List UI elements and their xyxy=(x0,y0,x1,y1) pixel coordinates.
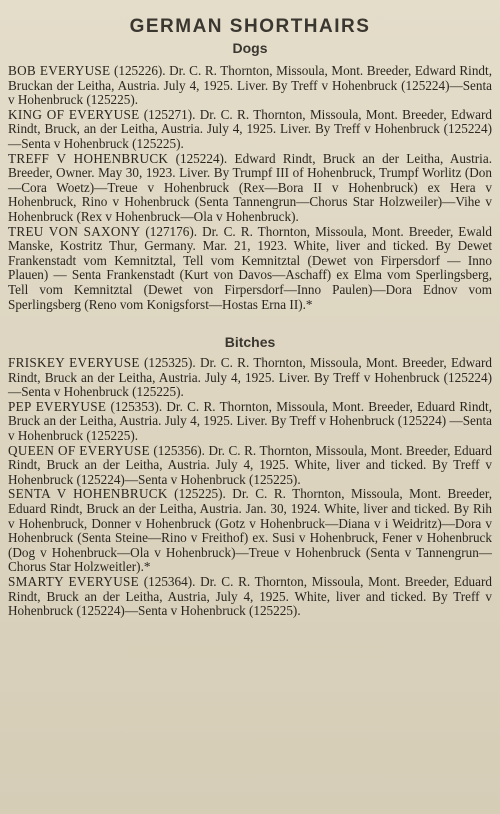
section-heading-bitches: Bitches xyxy=(224,334,276,351)
entry-text: (125224). Edward Rindt, Bruck an der Leitha, Austria. Breeder, Owner. May 30, 1923. Liver. By Trumpf III of Hohenbruck, Trumpf Worlitz (Don—Cora Woetz)—Treue v Hohenbruck (Rex—Bora II v Hohenbruck) ex Hera v Hohenbruck, Rino v Hohenbruck (Senta Tannengrun—Chorus Star Holzweiler)—Vihe v Hohenbruck (Rex v Hohenbruck—Ola v Hohenbruck). xyxy=(8,150,492,224)
section-bitches xyxy=(8,334,492,619)
entry-name: QUEEN OF EVERYUSE xyxy=(8,442,150,458)
page-title: GERMAN SHORTHAIRS xyxy=(129,16,371,37)
entry-text: (125356). Dr. C. R. Thornton, Missoula, Mont. Breeder, Eduard Rindt, Bruck an der Leitha, Austria. July 4, 1925. White, liver and ticked. By Treff v Hohenbruck (125224)—Senta v Hohenbruck (125225). xyxy=(8,442,493,487)
section-dogs xyxy=(8,40,492,312)
entry xyxy=(8,64,492,108)
entry xyxy=(8,152,492,225)
entry-text: (125225). Dr. C. R. Thornton, Missoula, Mont. Breeder, Eduard Rindt, Bruck an der Leitha, Austria. Jan. 30, 1924. White, liver and ticked. By Rih v Hohenbruck, Donner v Hohenbruck (Gotz v Hohenbruck—Diana v i Weidritz)—Dora v Hohenbruck (Senta Steine—Rino v Freithof) ex. Susi v Hohenbruck, Fener v Hohenbruck (Dog v Hohenbruck—Ola v Hohenbruck)—Treue v Hohenbruck (Senta v Tannengrun—Chorus Star Holzweitler).* xyxy=(8,486,492,575)
entry-name: FRISKEY EVERYUSE xyxy=(8,355,140,371)
entry-name: BOB EVERYUSE xyxy=(8,63,111,78)
entry-text: (125325). Dr. C. R. Thornton, Missoula, Mont. Breeder, Edward Rindt, Bruck an der Leitha, Austria. July 4, 1925. Liver. By Treff v Hohenbruck (125224)—Senta v Hohenbruck (125225). xyxy=(8,355,492,400)
section-heading-dogs: Dogs xyxy=(232,40,268,56)
entry-name: SENTA V HOHENBRUCK xyxy=(8,486,168,502)
entry-name: SMARTY EVERYUSE xyxy=(8,574,140,589)
entry-name: TREU VON SAXONY xyxy=(8,223,141,239)
entry-name: PEP EVERYUSE xyxy=(8,398,107,414)
entry xyxy=(8,575,492,619)
entry-text: (125364). Dr. C. R. Thornton, Missoula, Mont. Breeder, Eduard Rindt, Bruck an der Leitha, Austria, July 4, 1925. White, liver and ticked. By Treff v Hohenbruck (125224)—Senta v Hohenbruck (125225). xyxy=(8,574,492,619)
entry-text: (125271). Dr. C. R. Thornton, Missoula, Mont. Breeder, Edward Rindt, Bruck, an der Leitha, Austria. July 4, 1925. Liver. By Treff v Hohenbruck (125224)—Senta v Hohenbruck (125225). xyxy=(8,106,492,151)
entry xyxy=(8,356,492,400)
entry-text: (125226). Dr. C. R. Thornton, Missoula, Mont. Breeder, Edward Rindt, Bruckan der Leitha, Austria. July 4, 1925. Liver. By Treff v Hohenbruck (125224)—Senta v Hohenbruck (125225). xyxy=(8,63,492,108)
entry-text: (127176). Dr. C. R. Thornton, Missoula, Mont. Breeder, Ewald Manske, Kostritz Thur, Germany. Mar. 21, 1923. White, liver and ticked. By Dewet Frankenstadt vom Kemnitztal, Tell vom Kemnitztal (Dewet von Firpersdorf — Inno Plauen) — Senta Frankenstadt (Kurt von Davos—Aschaff) ex Elma vom Sperlingsberg, Tell vom Kemnitztal (Dewet von Firpersdorf—Inno Paulen)—Dora Ednov vom Sperlingsberg (Reno vom Konigsforst—Hostas Erna II).* xyxy=(8,223,492,312)
entry-name: KING OF EVERYUSE xyxy=(8,106,140,122)
entry xyxy=(8,487,492,575)
entry-name: TREFF V HOHENBRUCK xyxy=(8,150,169,166)
entry xyxy=(8,225,492,313)
entry xyxy=(8,400,492,444)
entry xyxy=(8,444,492,488)
entry-text: (125353). Dr. C. R. Thornton, Missoula, Mont. Breeder, Eduard Rindt, Bruck an der Leitha, Austria. July 4, 1925. Liver. By Treff v Hohenbruck (125224) —Senta v Hohenbruck (125225). xyxy=(8,398,492,444)
entry xyxy=(8,108,492,152)
